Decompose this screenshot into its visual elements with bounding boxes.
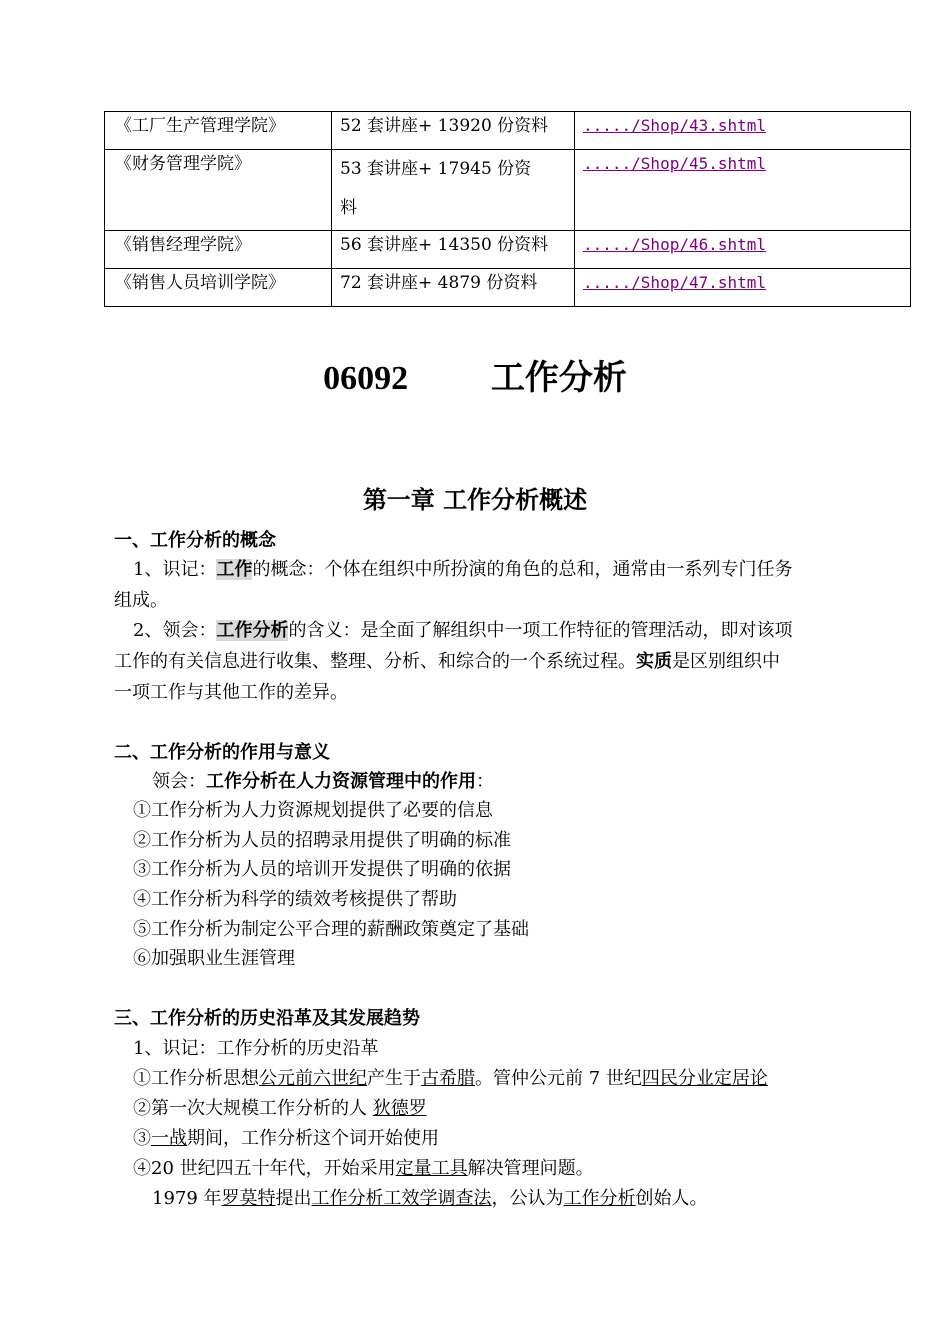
shop-link[interactable]: ...../Shop/43.shtml bbox=[583, 116, 767, 135]
list-item bbox=[133, 1124, 439, 1150]
table-row bbox=[105, 231, 911, 269]
text: 1979 年 bbox=[152, 1188, 222, 1209]
underlined-term: 古希腊 bbox=[421, 1068, 475, 1089]
shop-link[interactable]: ...../Shop/47.shtml bbox=[583, 273, 767, 292]
paragraph-line bbox=[152, 1184, 708, 1210]
underlined-term: 公元前六世纪 bbox=[259, 1068, 367, 1089]
text: 是区别组织中 bbox=[672, 651, 780, 672]
text: 的含义：是全面了解组织中一项工作特征的管理活动，即对该项 bbox=[288, 620, 793, 641]
underlined-term: 工作分析工效学调查法 bbox=[311, 1188, 492, 1209]
text: 产生于 bbox=[367, 1068, 421, 1089]
list-item: ⑤工作分析为制定公平合理的薪酬政策奠定了基础 bbox=[133, 919, 529, 940]
section-heading: 二、工作分析的作用与意义 bbox=[114, 742, 330, 763]
text: ③ bbox=[133, 1128, 151, 1149]
list-item: ⑥加强职业生涯管理 bbox=[133, 948, 295, 969]
paragraph-line bbox=[152, 767, 494, 793]
text: ，公认为 bbox=[491, 1188, 564, 1209]
paragraph-line bbox=[114, 647, 780, 673]
list-item: ③工作分析为人员的培训开发提供了明确的依据 bbox=[133, 859, 511, 880]
count-line-1: 53 套讲座+ 17945 份资 bbox=[340, 159, 532, 179]
table-cell-link bbox=[575, 231, 911, 269]
text: 创始人。 bbox=[635, 1188, 708, 1209]
list-item: ④工作分析为科学的绩效考核提供了帮助 bbox=[133, 889, 457, 910]
underlined-term: 四民分业定居论 bbox=[641, 1068, 768, 1089]
table-cell-name: 《财务管理学院》 bbox=[105, 150, 332, 231]
table-cell-link bbox=[575, 269, 911, 307]
count-line-2: 料 bbox=[340, 198, 357, 219]
highlight-term: 工作 bbox=[216, 559, 253, 580]
table-row bbox=[105, 112, 911, 150]
document-title bbox=[0, 350, 950, 399]
list-item bbox=[133, 1154, 594, 1180]
underlined-term: 工作分析 bbox=[563, 1188, 636, 1209]
highlight-term: 工作分析 bbox=[216, 620, 289, 641]
section-heading: 一、工作分析的概念 bbox=[114, 530, 276, 551]
course-title: 工作分析 bbox=[490, 358, 627, 398]
underlined-term: 狄德罗 bbox=[372, 1098, 427, 1119]
text: ④20 世纪四五十年代，开始采用 bbox=[133, 1158, 396, 1179]
table-cell-count: 72 套讲座+ 4879 份资料 bbox=[332, 269, 575, 307]
table-cell-name: 《销售人员培训学院》 bbox=[105, 269, 332, 307]
text: 2、领会： bbox=[133, 620, 217, 641]
text: 解决管理问题。 bbox=[467, 1158, 594, 1179]
paragraph-line: 组成。 bbox=[114, 590, 168, 611]
list-item: ②工作分析为人员的招聘录用提供了明确的标准 bbox=[133, 830, 511, 851]
text: ： bbox=[476, 771, 494, 792]
table-cell-name: 《工厂生产管理学院》 bbox=[105, 112, 332, 150]
underlined-term: 罗莫特 bbox=[221, 1188, 276, 1209]
list-item bbox=[133, 1094, 427, 1120]
course-table bbox=[104, 111, 911, 307]
table-cell-count: 52 套讲座+ 13920 份资料 bbox=[332, 112, 575, 150]
bold-term: 实质 bbox=[636, 651, 672, 672]
text: ①工作分析思想 bbox=[133, 1068, 259, 1089]
table-cell-name: 《销售经理学院》 bbox=[105, 231, 332, 269]
table-cell-link bbox=[575, 150, 911, 231]
text: 期间，工作分析这个词开始使用 bbox=[187, 1128, 439, 1149]
table-cell-count bbox=[332, 150, 575, 231]
text: 工作的有关信息进行收集、整理、分析、和综合的一个系统过程。 bbox=[114, 651, 636, 672]
course-code: 06092 bbox=[323, 360, 409, 397]
underlined-term: 定量工具 bbox=[395, 1158, 468, 1179]
paragraph-line bbox=[133, 616, 792, 642]
paragraph-line: 1、识记：工作分析的历史沿革 bbox=[133, 1038, 379, 1059]
table-cell-link bbox=[575, 112, 911, 150]
text: 。管仲公元前 7 世纪 bbox=[475, 1068, 642, 1089]
text: 领会： bbox=[152, 771, 206, 792]
bold-term: 工作分析在人力资源管理中的作用 bbox=[206, 771, 476, 792]
chapter-title: 第一章 工作分析概述 bbox=[362, 485, 588, 514]
text: 提出 bbox=[275, 1188, 312, 1209]
list-item: ①工作分析为人力资源规划提供了必要的信息 bbox=[133, 800, 493, 821]
section-heading: 三、工作分析的历史沿革及其发展趋势 bbox=[114, 1008, 420, 1029]
underlined-term: 一战 bbox=[151, 1128, 187, 1149]
shop-link[interactable]: ...../Shop/45.shtml bbox=[583, 154, 767, 173]
text: ②第一次大规模工作分析的人 bbox=[133, 1098, 373, 1119]
paragraph-line: 一项工作与其他工作的差异。 bbox=[114, 682, 348, 703]
text: 1、识记： bbox=[133, 559, 217, 580]
paragraph-line bbox=[133, 555, 792, 581]
table-row bbox=[105, 150, 911, 231]
table-cell-count: 56 套讲座+ 14350 份资料 bbox=[332, 231, 575, 269]
list-item bbox=[133, 1064, 768, 1090]
shop-link[interactable]: ...../Shop/46.shtml bbox=[583, 235, 767, 254]
table-row bbox=[105, 269, 911, 307]
text: 的概念：个体在组织中所扮演的角色的总和，通常由一系列专门任务 bbox=[252, 559, 793, 580]
